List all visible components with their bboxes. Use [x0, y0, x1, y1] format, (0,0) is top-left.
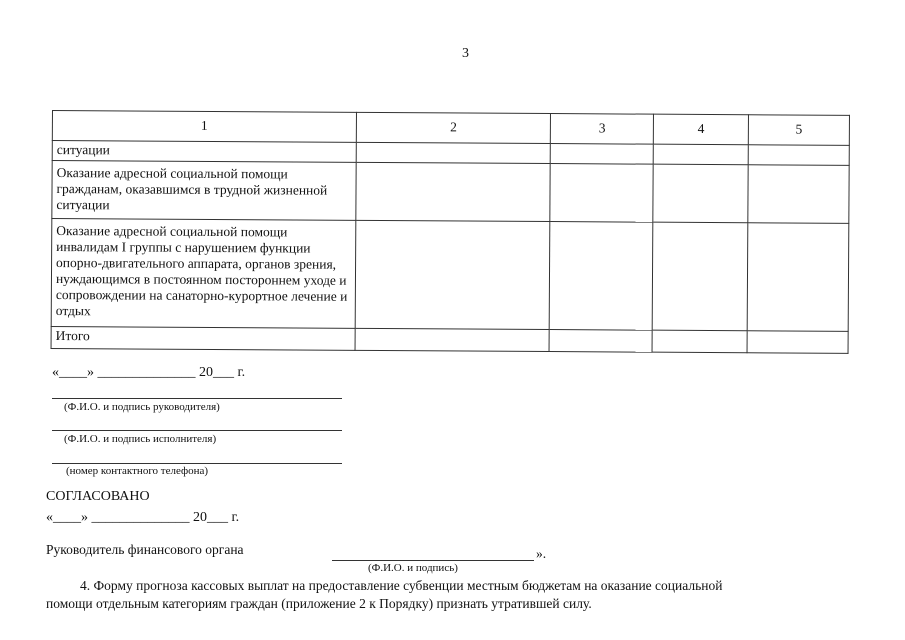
table-cell	[652, 330, 747, 353]
signature-line-2	[52, 430, 342, 431]
header-cell-2: 2	[356, 112, 551, 143]
row-label: Оказание адресной социальной помощи инвалидам I группы с нарушением функции опорно-двигательного аппарата, органов зрения, нуждающимся в постоянном постороннем уходе и сопровождении на санаторно-курортное лечение и отдых	[51, 219, 355, 329]
table-cell	[356, 142, 551, 163]
table-cell	[748, 145, 849, 166]
row-label: ситуации	[52, 141, 356, 163]
signature-caption-head: (Ф.И.О. и подпись руководителя)	[64, 401, 220, 413]
table-cell	[356, 162, 551, 221]
table-row	[51, 219, 849, 332]
page-number: 3	[462, 46, 469, 61]
table-cell	[549, 330, 652, 353]
agreed-heading: СОГЛАСОВАНО	[46, 489, 150, 504]
header-cell-5: 5	[748, 115, 849, 146]
header-cell-3: 3	[551, 114, 654, 145]
table-cell	[549, 222, 652, 331]
finance-closing-quote: ».	[536, 546, 547, 561]
table-cell	[550, 164, 653, 223]
table-cell	[747, 331, 848, 354]
table-cell	[747, 223, 849, 332]
phone-caption: (номер контактного телефона)	[66, 465, 209, 477]
table-cell	[652, 222, 748, 331]
table-header-row	[52, 111, 849, 146]
finance-signature-caption: (Ф.И.О. и подпись)	[368, 562, 458, 574]
table-cell	[550, 144, 653, 165]
table-cell	[355, 328, 550, 351]
table-cell	[653, 164, 748, 223]
table-row	[52, 161, 849, 224]
header-cell-1: 1	[52, 111, 356, 143]
row-label: Оказание адресной социальной помощи гражданам, оказавшимся в трудной жизненной ситуации	[52, 161, 356, 221]
signature-caption-executor: (Ф.И.О. и подпись исполнителя)	[64, 433, 217, 445]
paragraph-4-line-2: помощи отдельным категориям граждан (приложение 2 к Порядку) признать утратившей силу.	[46, 596, 592, 611]
date-line-2: «____» ______________ 20___ г.	[46, 510, 240, 525]
table-cell	[653, 144, 748, 165]
data-table	[51, 110, 850, 354]
date-line-1: «____» ______________ 20___ г.	[52, 365, 246, 380]
finance-signature-line	[332, 560, 534, 561]
signature-line-3	[52, 463, 342, 464]
header-cell-4: 4	[653, 114, 748, 145]
table-row-total	[51, 326, 848, 353]
table-cell	[355, 220, 550, 329]
signature-line-1	[52, 398, 342, 399]
table-cell	[748, 165, 849, 224]
row-label: Итого	[51, 326, 355, 350]
finance-head-label: Руководитель финансового органа	[46, 542, 244, 557]
paragraph-4-line-1: 4. Форму прогноза кассовых выплат на предоставление субвенции местным бюджетам на оказание социальной	[80, 578, 723, 593]
